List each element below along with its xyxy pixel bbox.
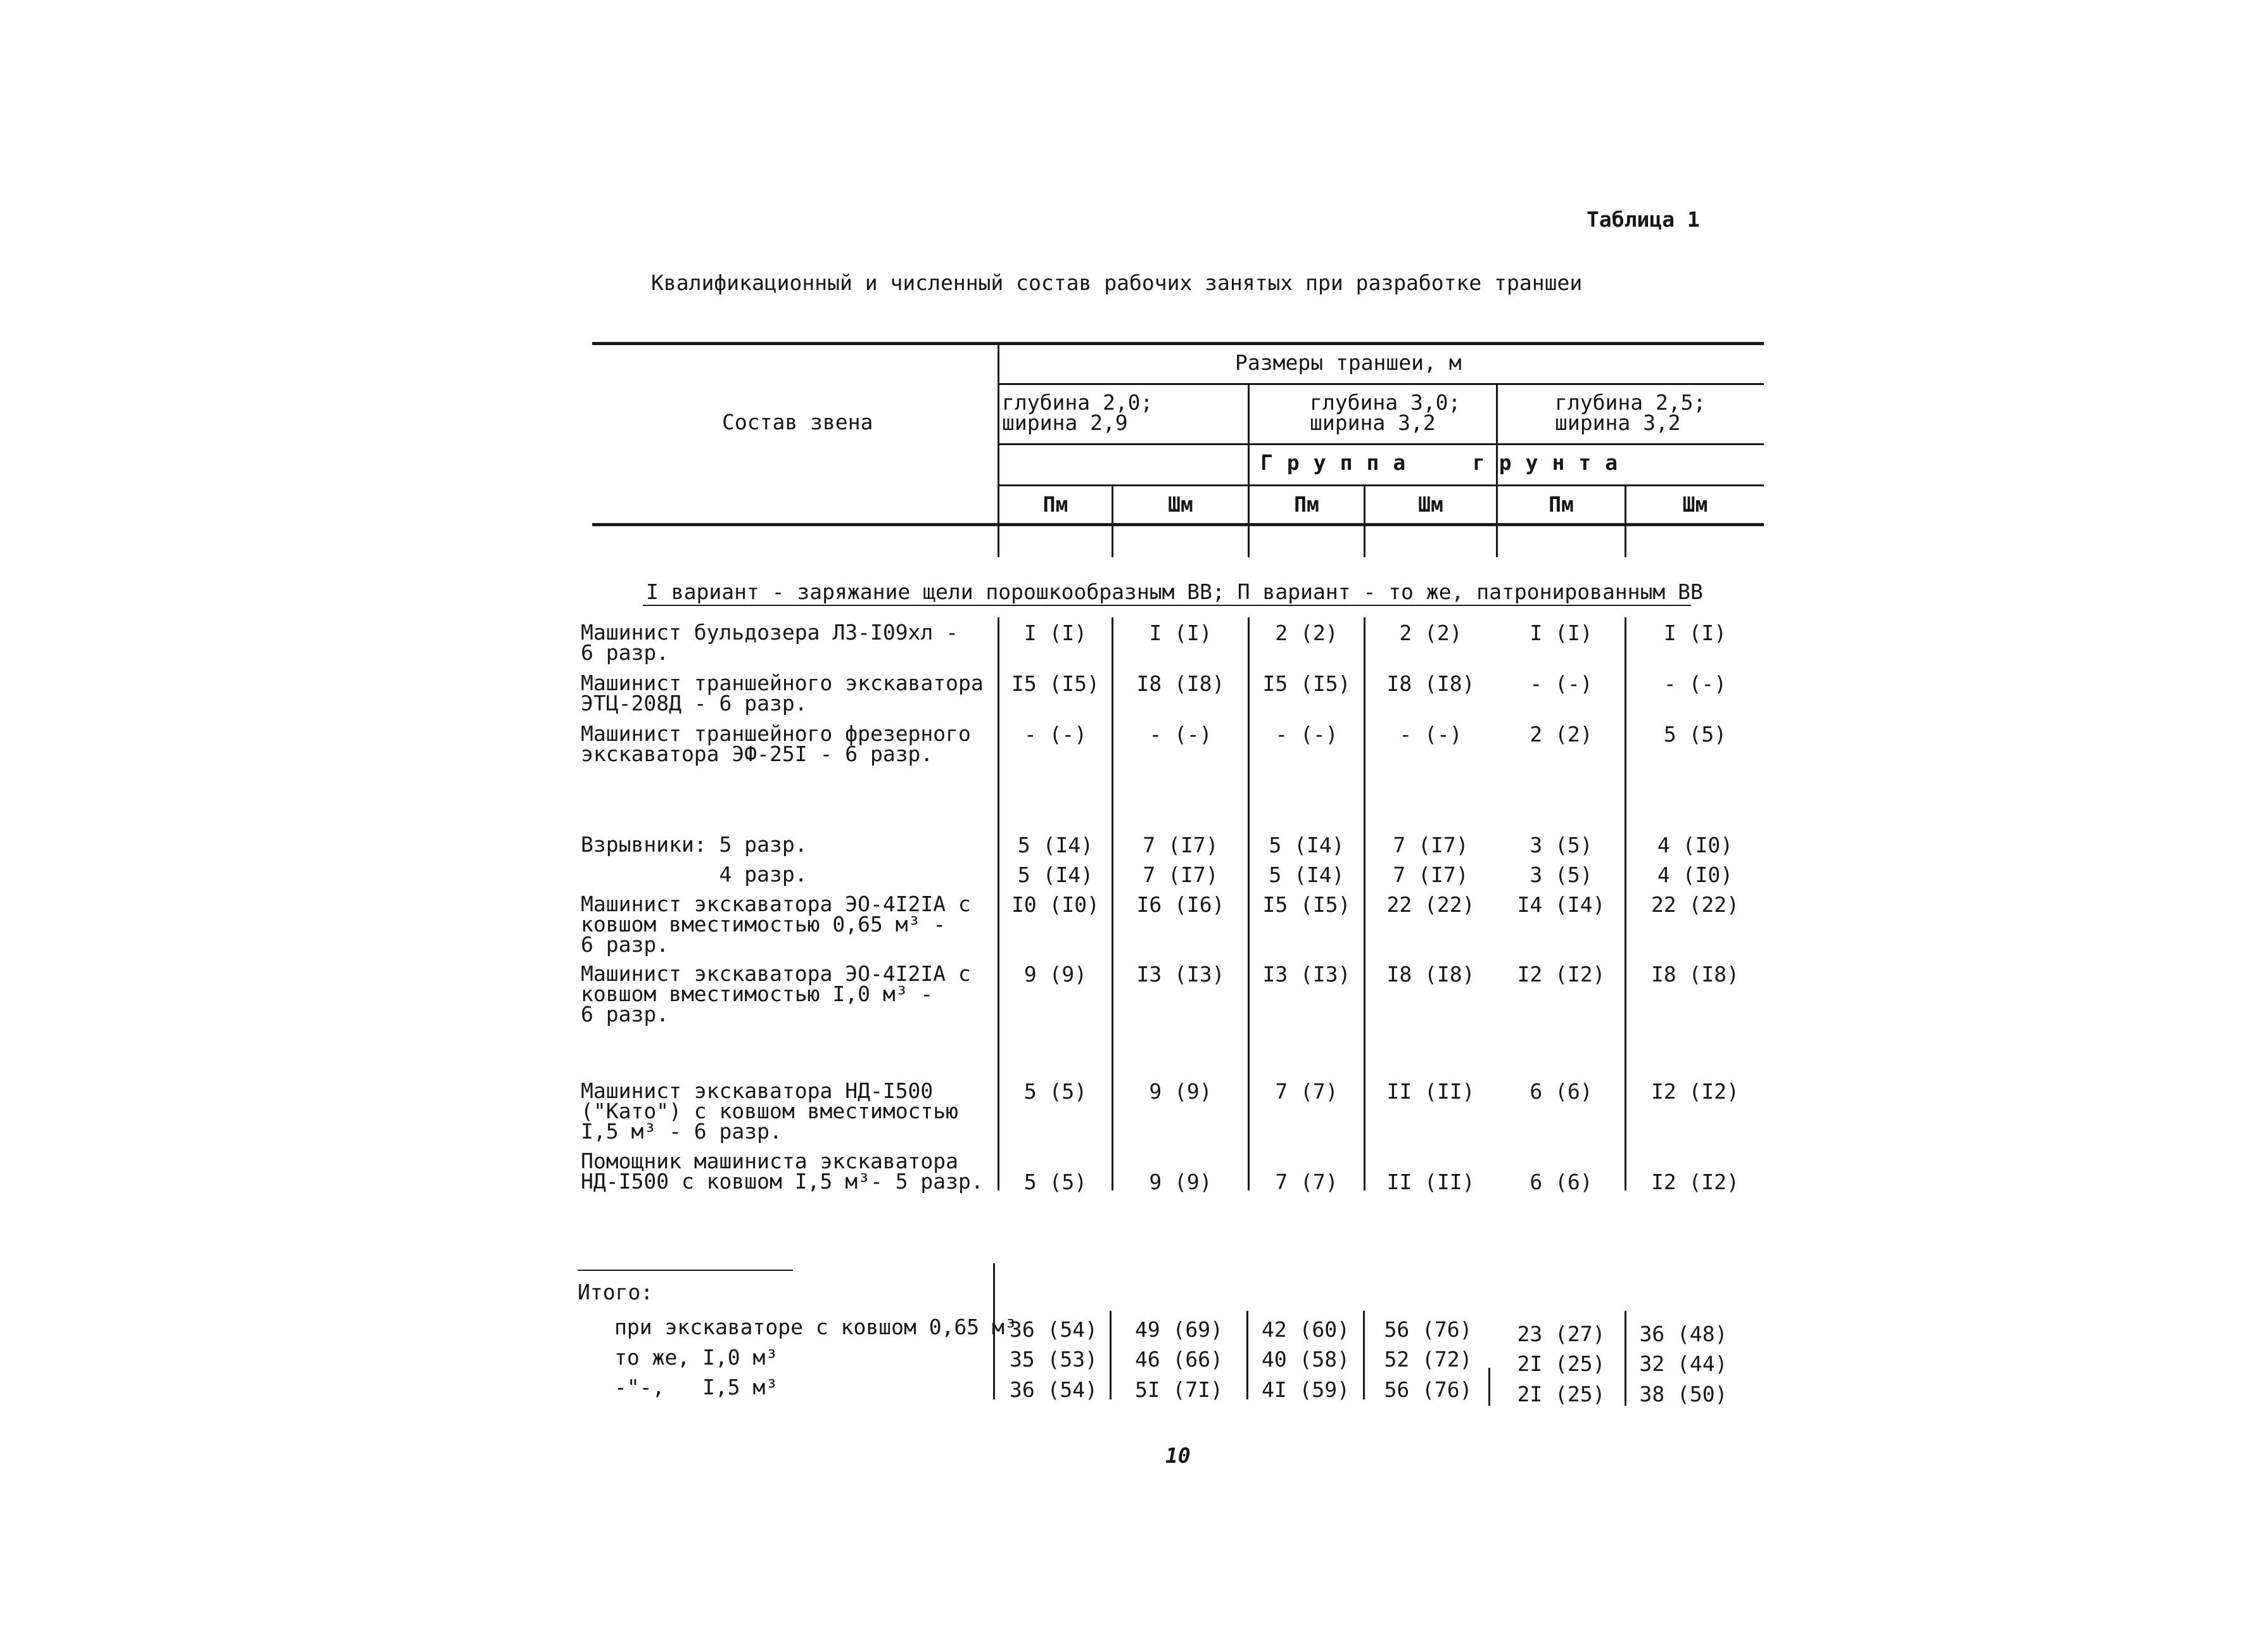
soil-group-code: Шм — [1168, 492, 1193, 517]
value-cell: 4 (I0) — [1657, 833, 1733, 857]
value-cell: 2 (2) — [1275, 621, 1338, 645]
row-label: Машинист траншейного фрезерного экскаватора ЭФ-25I - 6 разр. — [581, 721, 971, 766]
value-cell: 2 (2) — [1530, 722, 1593, 747]
value-cell: 6 (6) — [1530, 1170, 1593, 1194]
variant-note: I вариант - заряжание щели порошкообразным ВВ; П вариант - то же, патронированным ВВ — [646, 579, 1703, 604]
soil-group-code: Пм — [1549, 492, 1574, 517]
value-cell: I (I) — [1023, 621, 1087, 645]
total-cell: 36 (54) — [1009, 1377, 1098, 1402]
soil-group-code: Пм — [1042, 492, 1068, 517]
value-cell: 9 (9) — [1149, 1170, 1212, 1194]
value-cell: - (-) — [1530, 671, 1593, 696]
row-label: Машинист бульдозера ЛЗ-I09хл - 6 разр. — [581, 620, 959, 665]
soil-group-code: Шм — [1418, 492, 1443, 517]
totals-rule — [578, 1270, 793, 1271]
value-cell: I6 (I6) — [1136, 892, 1225, 917]
value-cell: 22 (22) — [1650, 892, 1740, 917]
total-cell: 4I (59) — [1261, 1377, 1350, 1402]
value-cell: I (I) — [1149, 621, 1212, 645]
value-cell: I (I) — [1663, 621, 1727, 645]
value-cell: 5 (5) — [1023, 1079, 1087, 1104]
total-cell: 5I (7I) — [1134, 1377, 1224, 1402]
soil-group-code: Пм — [1294, 492, 1319, 517]
value-cell: - (-) — [1663, 671, 1727, 696]
total-cell: 46 (66) — [1134, 1347, 1224, 1372]
value-cell: I5 (I5) — [1011, 671, 1100, 696]
page-number: 10 — [1165, 1443, 1191, 1468]
header-divider — [1248, 383, 1250, 557]
value-cell: I (I) — [1530, 621, 1593, 645]
totals-label: Итого: — [578, 1280, 654, 1304]
value-cell: I3 (I3) — [1136, 962, 1225, 987]
total-cell: 36 (54) — [1009, 1317, 1098, 1342]
soil-group-header: Группа грунта — [1260, 450, 1632, 475]
value-cell: 5 (I4) — [1269, 862, 1345, 887]
value-cell: 9 (9) — [1149, 1079, 1212, 1104]
soil-group-code: Шм — [1682, 492, 1708, 517]
value-cell: - (-) — [1023, 722, 1087, 747]
total-cell: 52 (72) — [1384, 1347, 1473, 1372]
row-label-header: Состав звена — [722, 410, 873, 434]
dimension-2: глубина 3,0; ширина 3,2 — [1310, 390, 1461, 435]
dimension-1: глубина 2,0; ширина 2,9 — [1002, 390, 1153, 435]
totals-row-label: то же, I,0 м³ — [614, 1345, 778, 1370]
value-cell: I8 (I8) — [1136, 671, 1225, 696]
value-cell: 4 (I0) — [1657, 862, 1733, 887]
row-label: Машинист траншейного экскаватора ЭТЦ-208Д - 6 разр. — [581, 671, 984, 716]
header-divider — [998, 342, 999, 557]
row-label: Машинист экскаватора ЭО-4I2IA с ковшом вместимостью I,0 м³ - 6 разр. — [581, 961, 971, 1026]
value-cell: 5 (I4) — [1269, 833, 1345, 857]
value-cell: I2 (I2) — [1650, 1170, 1740, 1194]
total-cell: 56 (76) — [1384, 1317, 1473, 1342]
value-cell: 6 (6) — [1530, 1079, 1593, 1104]
value-cell: 22 (22) — [1386, 892, 1475, 917]
table-top-rule — [592, 342, 1764, 345]
value-cell: I4 (I4) — [1517, 892, 1606, 917]
row-label: Помощник машиниста экскаватора НД-I500 с ковшом I,5 м³- 5 разр. — [581, 1149, 984, 1194]
total-cell: 40 (58) — [1261, 1347, 1350, 1372]
totals-row-label: при экскаваторе с ковшом 0,65 м³ — [614, 1315, 1017, 1339]
value-cell: I8 (I8) — [1650, 962, 1740, 987]
total-cell: 32 (44) — [1639, 1351, 1728, 1376]
total-cell: 42 (60) — [1261, 1317, 1350, 1342]
value-cell: 3 (5) — [1530, 862, 1593, 887]
table-number: Таблица 1 — [1587, 207, 1700, 232]
value-cell: 5 (I4) — [1017, 862, 1094, 887]
value-cell: 5 (5) — [1023, 1170, 1087, 1194]
table-title: Квалификационный и численный состав рабочих занятых при разработке траншеи — [651, 270, 1583, 295]
value-cell: - (-) — [1399, 722, 1462, 747]
total-cell: 2I (25) — [1517, 1351, 1606, 1376]
value-cell: II (II) — [1386, 1079, 1475, 1104]
row-label: Взрывники: 5 разр. — [581, 832, 808, 857]
row-label: Машинист экскаватора ЭО-4I2IA с ковшом вместимостью 0,65 м³ - 6 разр. — [581, 892, 971, 957]
value-cell: 9 (9) — [1023, 962, 1087, 987]
total-cell: 38 (50) — [1639, 1382, 1728, 1406]
totals-row-label: -"-, I,5 м³ — [614, 1375, 778, 1399]
total-cell: 36 (48) — [1639, 1322, 1728, 1346]
row-label: Машинист экскаватора НД-I500 ("Като") с ковшом вместимостью I,5 м³ - 6 разр. — [581, 1078, 959, 1144]
value-cell: 5 (I4) — [1017, 833, 1094, 857]
value-cell: I8 (I8) — [1386, 671, 1475, 696]
value-cell: I5 (I5) — [1262, 671, 1351, 696]
total-cell: 35 (53) — [1009, 1347, 1098, 1372]
value-cell: II (II) — [1386, 1170, 1475, 1194]
value-cell: - (-) — [1275, 722, 1338, 747]
value-cell: 7 (I7) — [1143, 862, 1219, 887]
total-cell: 2I (25) — [1517, 1382, 1606, 1406]
value-cell: 3 (5) — [1530, 833, 1593, 857]
dimension-3: глубина 2,5; ширина 3,2 — [1555, 390, 1706, 435]
value-cell: I3 (I3) — [1262, 962, 1351, 987]
value-cell: 2 (2) — [1399, 621, 1462, 645]
variant-note-underline — [643, 605, 1691, 606]
value-cell: 7 (I7) — [1393, 833, 1469, 857]
sizes-header: Размеры траншеи, м — [1235, 350, 1462, 375]
rule-under-sizes — [998, 383, 1764, 385]
value-cell: I5 (I5) — [1262, 892, 1351, 917]
total-cell: 49 (69) — [1134, 1317, 1224, 1342]
value-cell: - (-) — [1149, 722, 1212, 747]
value-cell: 7 (I7) — [1143, 833, 1219, 857]
value-cell: I2 (I2) — [1517, 962, 1606, 987]
value-cell: I0 (I0) — [1011, 892, 1100, 917]
value-cell: 7 (7) — [1275, 1079, 1338, 1104]
value-cell: 5 (5) — [1663, 722, 1727, 747]
value-cell: I2 (I2) — [1650, 1079, 1740, 1104]
value-cell: I8 (I8) — [1386, 962, 1475, 987]
total-cell: 23 (27) — [1517, 1322, 1606, 1346]
total-cell: 56 (76) — [1384, 1377, 1473, 1402]
value-cell: 7 (7) — [1275, 1170, 1338, 1194]
row-label: 4 разр. — [581, 862, 808, 887]
value-cell: 7 (I7) — [1393, 862, 1469, 887]
header-bottom-rule — [592, 523, 1764, 526]
rule-under-dimensions — [998, 443, 1764, 445]
